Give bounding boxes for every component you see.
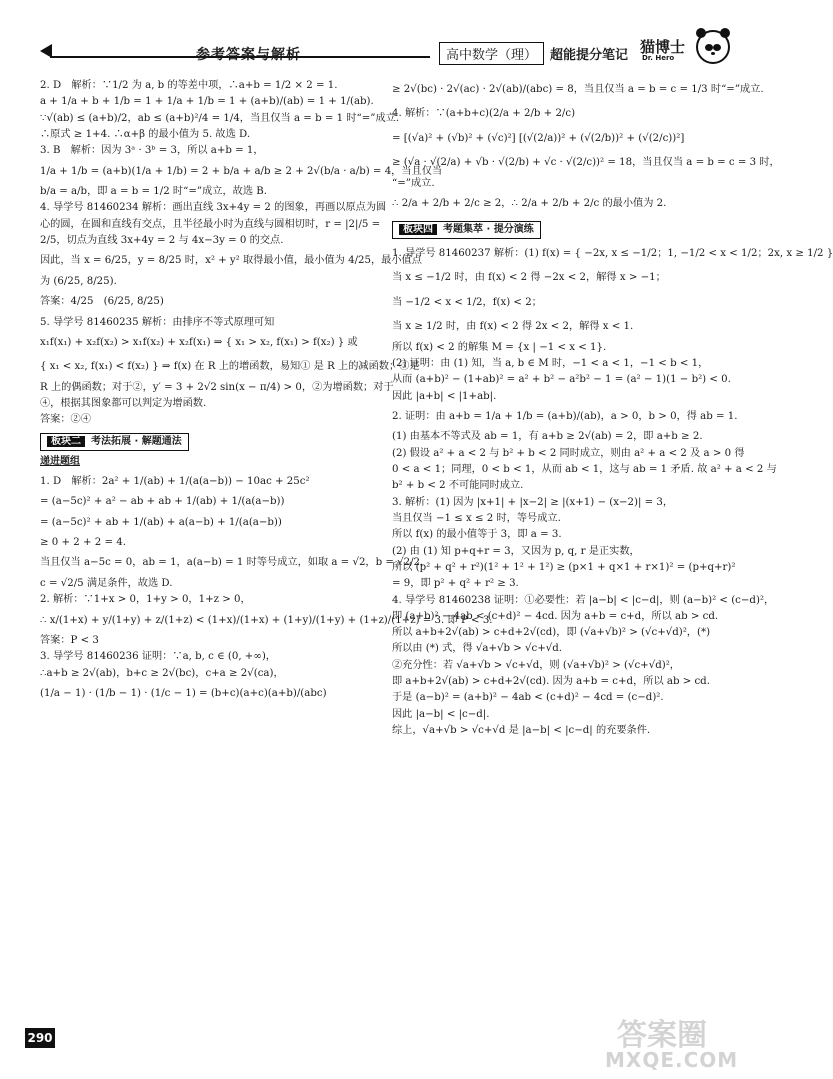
answer-line: c = √2/5 满足条件，故选 D. <box>40 577 173 589</box>
section-header-2 <box>40 433 189 451</box>
answer-line: 即 (a+b)² − 4ab < (c+d)² − 4cd. 因为 a+b = c+d，所以 ab > cd. <box>392 610 719 622</box>
answer-line: 因此 |a+b| < |1+ab|. <box>392 390 497 402</box>
answer-line: ②充分性：若 √a+√b > √c+√d，则 (√a+√b)² > (√c+√d)²， <box>392 659 680 671</box>
answer-line: 综上，√a+√b > √c+√d 是 |a−b| < |c−d| 的充要条件. <box>392 725 651 737</box>
logo-subtext: Dr. Hero <box>642 54 675 62</box>
answer-line: (1) 由基本不等式及 ab = 1，有 a+b ≥ 2√(ab) = 2，即 a+b ≥ 2. <box>392 431 703 443</box>
section-title: 考法拓展 · 解题通法 <box>91 435 182 447</box>
answer-line: 5. 导学号 81460235 解析：由排序不等式原理可知 <box>40 316 275 328</box>
answer-line: ∵√(ab) ≤ (a+b)/2，ab ≤ (a+b)²/4 = 1/4，当且仅当 a = b = 1 时“=”成立. <box>40 112 400 124</box>
page-number: 290 <box>25 1028 55 1048</box>
answer-line: 因此 |a−b| < |c−d|. <box>392 708 490 720</box>
answer-line: ∴a+b ≥ 2√(ab)，b+c ≥ 2√(bc)，c+a ≥ 2√(ca)， <box>40 667 284 679</box>
answer-line: 4. 导学号 81460234 解析：画出直线 3x+4y = 2 的图象，再画以原点为圆 <box>40 202 387 214</box>
answer-line: 所以由 (*) 式，得 √a+√b > √c+√d. <box>392 643 562 655</box>
section-tag: 板块四 <box>399 224 437 235</box>
answer-line: 心的圆，在圆和直线有交点，且半径最小时为直线与圆相切时，r = |2|/5 = <box>40 218 381 230</box>
answer-line: 1. 导学号 81460237 解析：(1) f(x) = { −2x, x ≤ −1/2；1, −1/2 < x < 1/2；2x, x ≥ 1/2 } <box>392 247 833 259</box>
answer-line: 4. 导学号 81460238 证明：①必要性：若 |a−b| < |c−d|，则 (a−b)² < (c−d)²， <box>392 594 775 606</box>
answer-line: (2) 假设 a² + a < 2 与 b² + b < 2 同时成立，则由 a² + a < 2 及 a > 0 得 <box>392 447 745 459</box>
answer-line: 2. 解析：∵1+x > 0，1+y > 0，1+z > 0， <box>40 594 251 606</box>
logo-text: 猫博士 <box>640 38 686 56</box>
answer-line: (1/a − 1) · (1/b − 1) · (1/c − 1) = (b+c)(a+c)(a+b)/(abc) <box>40 687 327 699</box>
header-title: 参考答案与解析 <box>196 47 301 63</box>
answer-line: = (a−5c)² + a² − ab + ab + 1/(ab) + 1/(a(a−b)) <box>40 496 285 508</box>
answer-line: 为 (6/25, 8/25). <box>40 275 117 287</box>
answer-line: 于是 (a−b)² = (a+b)² − 4ab < (c+d)² − 4cd = (c−d)². <box>392 692 664 704</box>
answer-line: b² + b < 2 不可能同时成立. <box>392 480 524 492</box>
answer-line: 3. B 解析：因为 3ᵃ · 3ᵇ = 3，所以 a+b = 1， <box>40 145 264 157</box>
answer-line: x₁f(x₁) + x₂f(x₂) > x₁f(x₂) + x₂f(x₁) ⇒ { x₁ > x₂, f(x₁) > f(x₂) } 或 <box>40 336 358 348</box>
answer-line: 当且仅当 −1 ≤ x ≤ 2 时，等号成立. <box>392 512 561 524</box>
answer-line: = (a−5c)² + ab + 1/(ab) + a(a−b) + 1/(a(a−b)) <box>40 516 282 528</box>
answer-line: 4. 解析：∵(a+b+c)(2/a + 2/b + 2/c) <box>392 108 576 120</box>
answer-line: 从而 (a+b)² − (1+ab)² = a² + b² − a²b² − 1 = (a² − 1)(1 − b²) < 0. <box>392 374 731 386</box>
header-subject: 高中数学（理） <box>439 42 544 65</box>
answer-line: 所以 f(x) < 2 的解集 M = {x | −1 < x < 1}. <box>392 341 607 353</box>
watermark <box>595 1010 745 1076</box>
section-tag: 板块二 <box>47 436 85 447</box>
section-title: 考题集萃 · 提分演练 <box>443 223 534 235</box>
page-header <box>0 0 750 72</box>
answer-line: ∴原式 ≥ 1+4. ∴α+β 的最小值为 5. 故选 D. <box>40 128 251 140</box>
answer-line: 1/a + 1/b = (a+b)(1/a + 1/b) = 2 + b/a + a/b ≥ 2 + 2√(b/a · a/b) = 4，当且仅当 <box>40 165 443 177</box>
answer-line: 即 a+b+2√(ab) > c+d+2√(cd). 因为 a+b = c+d，所以 ab > cd. <box>392 676 710 688</box>
answer-line: 2. 证明：由 a+b = 1/a + 1/b = (a+b)/(ab)，a > 0，b > 0，得 ab = 1. <box>392 410 738 422</box>
section-header-4 <box>392 221 541 239</box>
answer-line: 所以 (p² + q² + r²)(1² + 1² + 1²) ≥ (p×1 + q×1 + r×1)² = (p+q+r)² <box>392 561 736 573</box>
answer-line: = [(√a)² + (√b)² + (√c)²] [(√(2/a))² + (√(2/b))² + (√(2/c))²] <box>392 132 685 144</box>
answer-line: 答案：②④ <box>40 414 91 426</box>
answer-line: = 9，即 p² + q² + r² ≥ 3. <box>392 578 519 590</box>
header-series: 超能提分笔记 <box>550 48 629 63</box>
panda-icon <box>696 30 730 64</box>
sub-title: 递进题组 <box>40 455 80 467</box>
answer-line: { x₁ < x₂, f(x₁) < f(x₂) } ⇒ f(x) 在 R 上的增函数，易知① 是 R 上的减函数；③是 <box>40 361 420 373</box>
answer-line: 1. D 解析：2a² + 1/(ab) + 1/(a(a−b)) − 10ac + 25c² <box>40 475 310 487</box>
watermark-text: 答案圈 <box>617 1018 707 1053</box>
answer-line: R 上的偶函数；对于②，y′ = 3 + 2√2 sin(x − π/4) > 0，②为增函数；对于 <box>40 381 394 393</box>
answer-line: ∴ 2/a + 2/b + 2/c ≥ 2，∴ 2/a + 2/b + 2/c 的最小值为 2. <box>392 198 667 210</box>
answer-line: 答案：4/25 (6/25, 8/25) <box>40 296 164 308</box>
answer-line: 3. 解析：(1) 因为 |x+1| + |x−2| ≥ |(x+1) − (x−2)| = 3， <box>392 496 674 508</box>
answer-line: (2) 由 (1) 知 p+q+r = 3，又因为 p, q, r 是正实数， <box>392 545 640 557</box>
answer-line: b/a = a/b，即 a = b = 1/2 时“=”成立，故选 B. <box>40 186 267 198</box>
brand-logo <box>640 30 730 70</box>
watermark-url: MXQE.COM <box>605 1048 739 1072</box>
answer-line: 所以 f(x) 的最小值等于 3，即 a = 3. <box>392 529 562 541</box>
answer-line: 2/5，切点为直线 3x+4y = 2 与 4x−3y = 0 的交点. <box>40 234 284 246</box>
answer-line: 0 < a < 1；同理，0 < b < 1，从而 ab < 1，这与 ab = 1 矛盾. 故 a² + a < 2 与 <box>392 464 777 476</box>
answer-line: 因此，当 x = 6/25，y = 8/25 时，x² + y² 取得最小值，最小值为 4/25，最小值点 <box>40 255 422 267</box>
answer-line: “=”成立. <box>392 177 435 189</box>
answer-line: 答案：P < 3 <box>40 634 99 646</box>
answer-line: ≥ 0 + 2 + 2 = 4. <box>40 537 126 549</box>
answer-line: ④，根据其图象都可以判定为增函数. <box>40 398 207 410</box>
answer-line: ∴ x/(1+x) + y/(1+y) + z/(1+z) < (1+x)/(1+x) + (1+y)/(1+y) + (1+z)/(1+z) = 3. 即 P < 3. <box>40 614 493 626</box>
answer-line: 所以 a+b+2√(ab) > c+d+2√(cd)，即 (√a+√b)² > (√c+√d)²，(*) <box>392 627 711 639</box>
answer-line: 3. 导学号 81460236 证明：∵a, b, c ∈ (0, +∞)， <box>40 651 276 663</box>
answer-line: 当 x ≥ 1/2 时，由 f(x) < 2 得 2x < 2，解得 x < 1. <box>392 321 634 333</box>
answer-line: ≥ (√a · √(2/a) + √b · √(2/b) + √c · √(2/c))² = 18，当且仅当 a = b = c = 3 时， <box>392 157 780 169</box>
answer-line: ≥ 2√(bc) · 2√(ac) · 2√(ab)/(abc) = 8，当且仅当 a = b = c = 1/3 时“=”成立. <box>392 84 764 95</box>
answer-line: (2) 证明：由 (1) 知，当 a, b ∈ M 时，−1 < a < 1，−1 < b < 1， <box>392 357 709 369</box>
answer-line: 当 −1/2 < x < 1/2，f(x) < 2； <box>392 296 542 308</box>
answer-line: 2. D 解析：∵1/2 为 a, b 的等差中项，∴a+b = 1/2 × 2 = 1. <box>40 80 338 91</box>
answer-line: a + 1/a + b + 1/b = 1 + 1/a + 1/b = 1 + (a+b)/(ab) = 1 + 1/(ab). <box>40 96 374 108</box>
answer-line: 当 x ≤ −1/2 时，由 f(x) < 2 得 −2x < 2，解得 x > −1； <box>392 272 666 284</box>
right-column <box>392 78 833 739</box>
answer-line: 当且仅当 a−5c = 0，ab = 1，a(a−b) = 1 时等号成立，如取 a = √2，b = √2/2， <box>40 557 431 569</box>
